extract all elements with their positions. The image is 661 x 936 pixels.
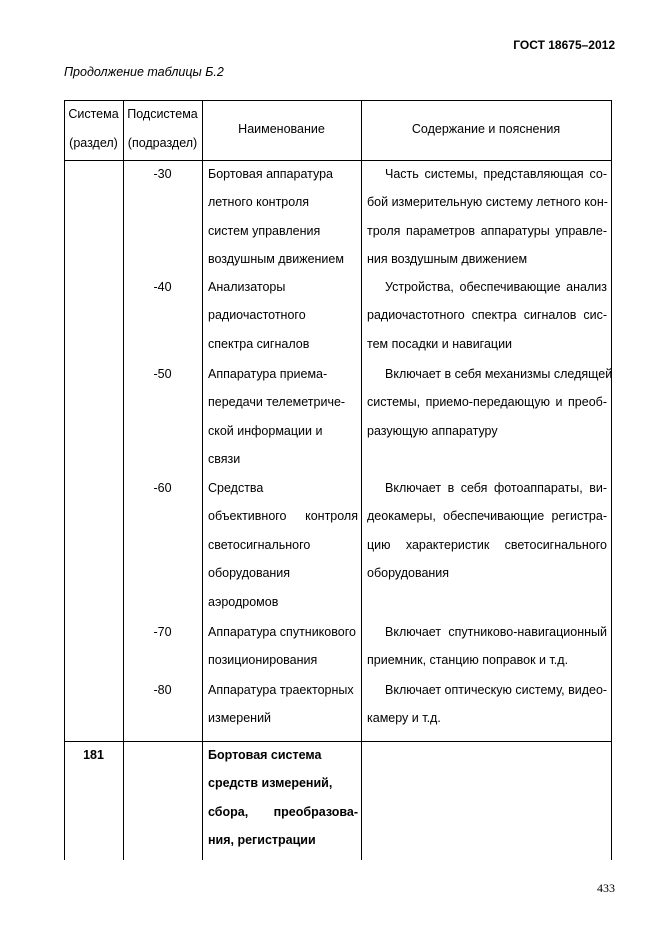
data-table — [64, 100, 612, 860]
row-subsystem-code: -50 — [153, 367, 172, 381]
name-line: Анализаторы — [208, 280, 286, 294]
row-subsystem-code: -60 — [153, 481, 172, 495]
name-line: передачи телеметриче- — [208, 395, 346, 410]
header-name — [202, 115, 361, 144]
name-line: средств измерений, — [208, 776, 333, 791]
desc-line: троля параметров аппаратуры управле- — [367, 223, 607, 238]
desc-line: Часть системы, представляющая со- — [385, 167, 607, 181]
desc-line: оборудования — [367, 566, 450, 581]
row-subsystem-code: -30 — [153, 167, 172, 181]
name-line: Аппаратура траекторных — [208, 683, 354, 697]
name-line: летного контроля — [208, 195, 310, 210]
row-name — [208, 360, 358, 474]
header-line: Наименование — [238, 122, 325, 136]
name-line: Бортовая аппаратура — [208, 167, 334, 181]
desc-line: приемник, станцию поправок и т.д. — [367, 653, 569, 668]
table-rule-col3 — [361, 100, 362, 860]
row-description — [367, 160, 607, 274]
name-line: Средства — [208, 481, 264, 495]
name-line: ния, регистрации — [208, 833, 316, 848]
row-subsystem-code: -80 — [153, 683, 172, 697]
header-line: (подраздел) — [127, 136, 198, 150]
table-caption: Продолжение таблицы Б.2 — [64, 65, 224, 79]
desc-line: Включает оптическую систему, видео- — [385, 683, 608, 697]
name-line: связи — [208, 452, 241, 467]
row-subsystem-code: -40 — [153, 280, 172, 294]
name-line: воздушным движением — [208, 252, 344, 267]
row-subsystem-code: -70 — [153, 625, 172, 639]
table-rule-col2 — [202, 100, 203, 860]
desc-line: цию характеристик светосигнального — [367, 537, 607, 552]
row-description — [367, 474, 607, 588]
desc-line: Включает в себя механизмы следящей — [385, 367, 613, 381]
header-description — [361, 115, 611, 144]
name-line: позиционирования — [208, 653, 318, 668]
name-line: Аппаратура спутникового — [208, 625, 356, 639]
row-name — [208, 741, 358, 855]
desc-line: Включает спутниково-навигационный — [385, 625, 607, 639]
name-line: оборудования — [208, 566, 291, 581]
page-number: 433 — [597, 881, 615, 895]
name-line: ской информации и — [208, 423, 323, 438]
header-line: Содержание и пояснения — [411, 122, 561, 136]
desc-line: системы, приемо-передающую и преоб- — [367, 395, 607, 410]
row-name — [208, 676, 358, 733]
desc-line: ния воздушным движением — [367, 252, 528, 267]
name-line: спектра сигналов — [208, 336, 310, 351]
row-system-code: 181 — [83, 748, 104, 762]
header-line: (раздел) — [69, 136, 118, 150]
name-line: Аппаратура приема- — [208, 367, 328, 381]
row-name — [208, 160, 358, 274]
header-line: Система — [68, 107, 119, 121]
desc-line: Включает в себя фотоаппараты, ви- — [385, 481, 607, 495]
row-name — [208, 273, 358, 358]
desc-line: тем посадки и навигации — [367, 336, 513, 351]
row-description — [367, 676, 607, 733]
desc-line: бой измерительную систему летного кон- — [367, 195, 608, 210]
name-line: измерений — [208, 711, 272, 726]
name-line: систем управления — [208, 223, 321, 238]
table-rule-right — [611, 100, 612, 860]
row-description — [367, 360, 613, 445]
desc-line: радиочастотного спектра сигналов сис- — [367, 308, 607, 323]
desc-line: камеру и т.д. — [367, 711, 441, 726]
name-line: сбора, преобразова- — [208, 804, 358, 819]
header-line: Подсистема — [127, 107, 198, 121]
document-code: ГОСТ 18675–2012 — [513, 38, 615, 52]
name-line: радиочастотного — [208, 308, 306, 323]
name-line: Бортовая система — [208, 748, 322, 762]
header-system — [64, 100, 123, 158]
desc-line: разующую аппаратуру — [367, 423, 498, 438]
desc-line: Устройства, обеспечивающие анализ — [385, 280, 607, 294]
desc-line: деокамеры, обеспечивающие регистра- — [367, 509, 607, 524]
name-line: аэродромов — [208, 594, 279, 609]
row-name — [208, 618, 358, 675]
row-description — [367, 618, 607, 675]
name-line: объективного контроля — [208, 509, 358, 524]
header-subsystem — [123, 100, 202, 158]
name-line: светосигнального — [208, 537, 311, 552]
row-description — [367, 273, 607, 358]
row-name — [208, 474, 358, 616]
